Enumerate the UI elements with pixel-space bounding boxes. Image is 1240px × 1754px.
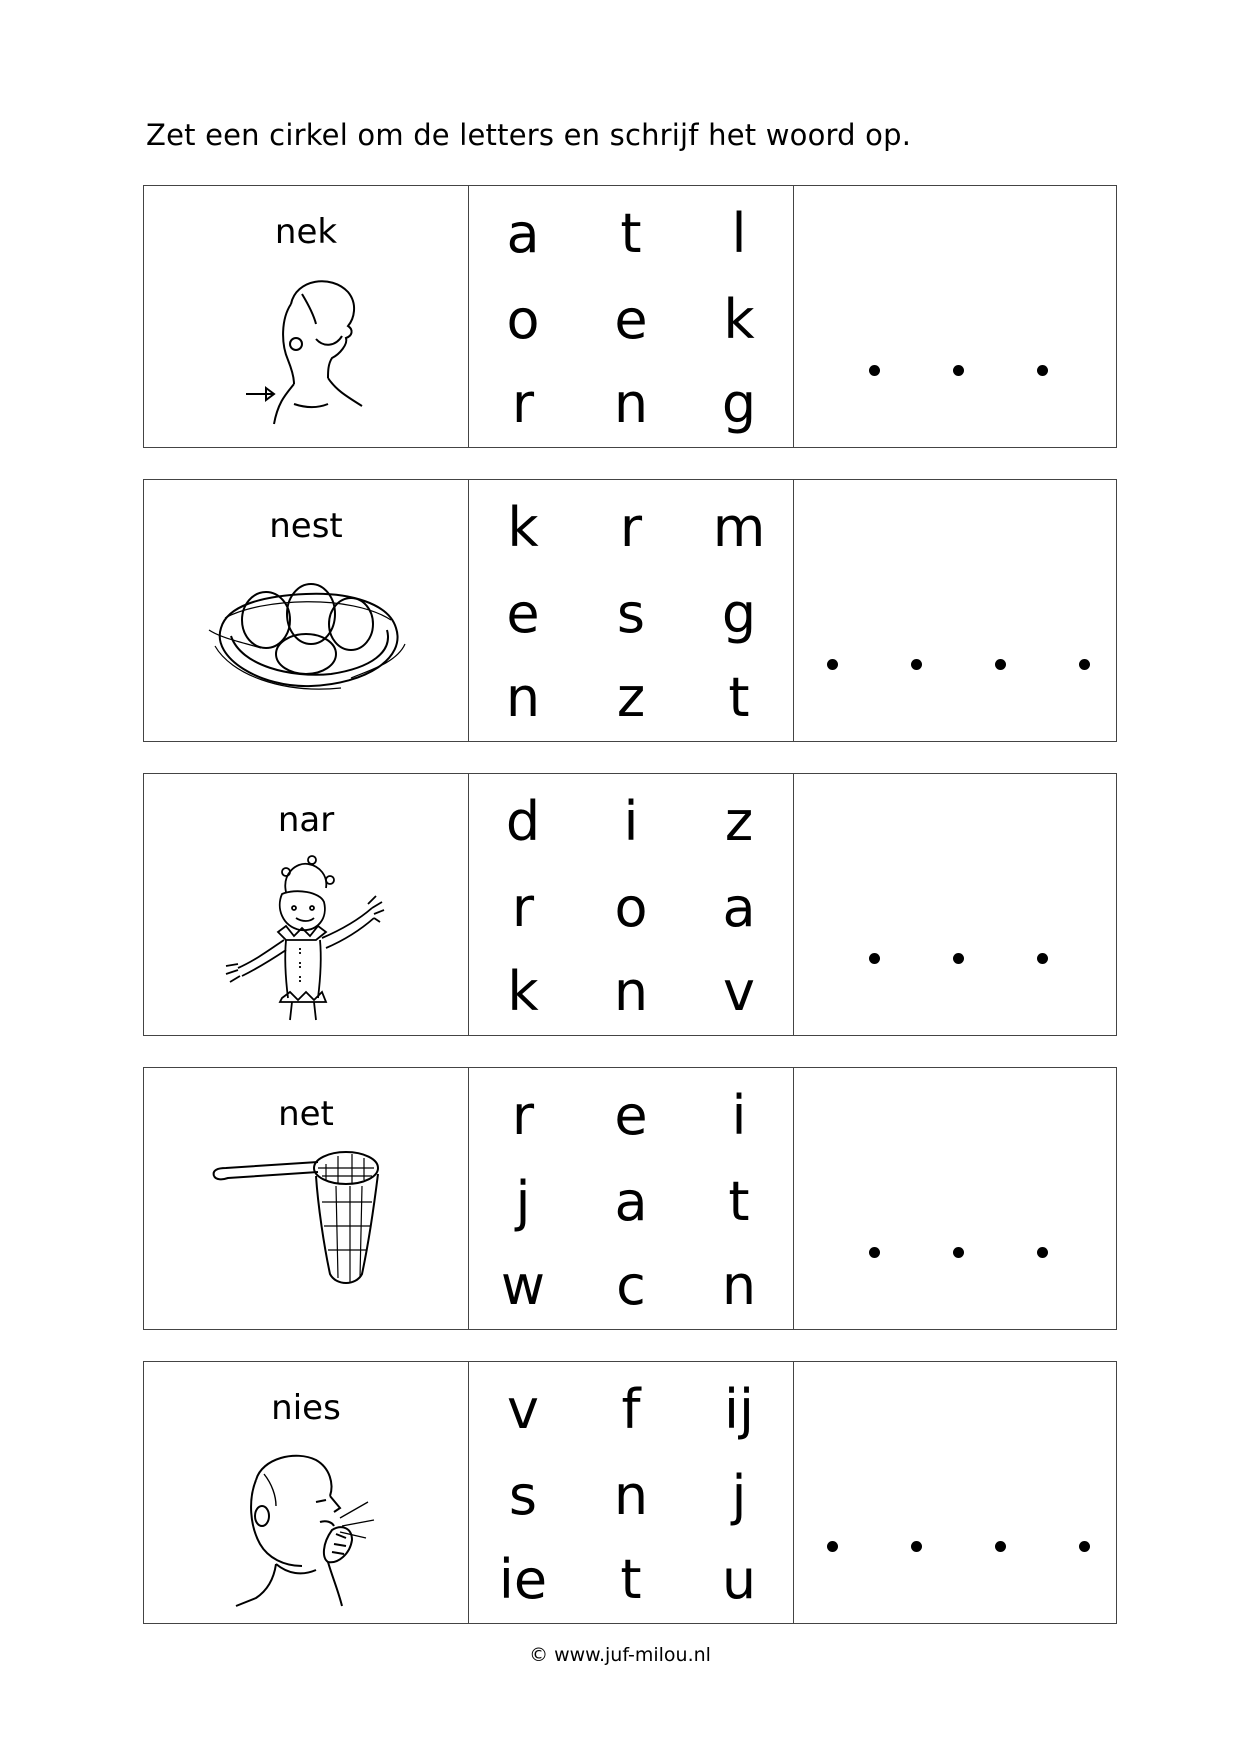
- letter[interactable]: r: [511, 372, 535, 435]
- letter[interactable]: u: [721, 1548, 757, 1611]
- answer-dot: [1079, 659, 1090, 670]
- picture-cell: [144, 480, 469, 741]
- answer-cell[interactable]: [794, 774, 1116, 1035]
- answer-dot: [869, 365, 880, 376]
- answer-dot: [1037, 953, 1048, 964]
- answer-dot: [995, 659, 1006, 670]
- letter[interactable]: f: [621, 1378, 641, 1441]
- jester-icon: [144, 852, 468, 1032]
- exercise-word: nar: [277, 800, 335, 840]
- exercise-row: [143, 1361, 1117, 1624]
- letter[interactable]: ij: [723, 1378, 754, 1441]
- copyright-footer: © www.juf-milou.nl: [529, 1644, 711, 1666]
- picture-cell: [144, 1068, 469, 1329]
- answer-dot: [953, 365, 964, 376]
- answer-dot: [827, 659, 838, 670]
- letter[interactable]: n: [613, 1464, 649, 1527]
- letter-grid: [469, 186, 793, 447]
- answer-dot: [1037, 1247, 1048, 1258]
- exercise-row: [143, 185, 1117, 448]
- letter[interactable]: r: [511, 1084, 535, 1147]
- letter[interactable]: k: [507, 960, 539, 1023]
- answer-dots: [794, 774, 1116, 1035]
- nest-icon: [144, 558, 468, 738]
- answer-dot: [1037, 365, 1048, 376]
- letter[interactable]: i: [623, 790, 639, 853]
- letter-grid: [469, 1362, 793, 1623]
- letter[interactable]: c: [616, 1254, 646, 1317]
- picture-cell: [144, 1362, 469, 1623]
- letter[interactable]: e: [506, 582, 540, 645]
- letter[interactable]: t: [620, 1548, 642, 1611]
- letter[interactable]: ie: [498, 1548, 548, 1611]
- letter[interactable]: v: [507, 1378, 539, 1441]
- letter[interactable]: g: [721, 582, 757, 645]
- sneeze-icon: [144, 1440, 468, 1620]
- letter[interactable]: a: [722, 876, 756, 939]
- letter[interactable]: z: [724, 790, 754, 853]
- answer-dot: [953, 953, 964, 964]
- letter[interactable]: n: [613, 372, 649, 435]
- letter-grid: [469, 480, 793, 741]
- exercise-word: nest: [269, 506, 343, 546]
- answer-dot: [1079, 1541, 1090, 1552]
- letter[interactable]: n: [505, 666, 541, 729]
- answer-cell[interactable]: [794, 1068, 1116, 1329]
- exercise-word: nek: [274, 212, 338, 252]
- exercise-row: [143, 773, 1117, 1036]
- letter[interactable]: v: [723, 960, 755, 1023]
- neck-icon: [144, 264, 468, 444]
- letter[interactable]: s: [616, 582, 646, 645]
- letter[interactable]: e: [614, 288, 648, 351]
- letter[interactable]: t: [620, 202, 642, 265]
- letter[interactable]: l: [731, 202, 747, 265]
- letter-grid: [469, 1068, 793, 1329]
- exercise-word: net: [278, 1094, 334, 1134]
- letter[interactable]: w: [500, 1254, 546, 1317]
- picture-cell: [144, 774, 469, 1035]
- letter[interactable]: k: [723, 288, 755, 351]
- letter[interactable]: e: [614, 1084, 648, 1147]
- letter-grid-cell: [469, 1362, 794, 1623]
- letter[interactable]: n: [721, 1254, 757, 1317]
- exercise-row: [143, 479, 1117, 742]
- letter[interactable]: s: [508, 1464, 538, 1527]
- exercise-row: [143, 1067, 1117, 1330]
- letter[interactable]: j: [515, 1170, 531, 1233]
- letter[interactable]: m: [712, 496, 766, 559]
- answer-cell[interactable]: [794, 480, 1116, 741]
- answer-dots: [794, 186, 1116, 447]
- letter-grid-cell: [469, 1068, 794, 1329]
- letter-grid: [469, 774, 793, 1035]
- letter-grid-cell: [469, 186, 794, 447]
- letter[interactable]: r: [511, 876, 535, 939]
- exercise-word: nies: [271, 1388, 341, 1428]
- instruction-text: Zet een cirkel om de letters en schrijf het woord op.: [146, 118, 912, 152]
- answer-cell[interactable]: [794, 186, 1116, 447]
- letter[interactable]: k: [507, 496, 539, 559]
- answer-dot: [911, 1541, 922, 1552]
- letter[interactable]: z: [616, 666, 646, 729]
- answer-dot: [995, 1541, 1006, 1552]
- letter[interactable]: i: [731, 1084, 747, 1147]
- answer-dots: [794, 1362, 1116, 1623]
- letter[interactable]: a: [506, 202, 540, 265]
- answer-dot: [953, 1247, 964, 1258]
- letter[interactable]: t: [728, 666, 750, 729]
- letter-grid-cell: [469, 774, 794, 1035]
- letter[interactable]: r: [619, 496, 643, 559]
- answer-dot: [869, 953, 880, 964]
- letter[interactable]: d: [505, 790, 541, 853]
- letter[interactable]: o: [614, 876, 648, 939]
- answer-dot: [827, 1541, 838, 1552]
- picture-cell: [144, 186, 469, 447]
- letter[interactable]: j: [731, 1464, 747, 1527]
- letter[interactable]: n: [613, 960, 649, 1023]
- butterfly-net-icon: [144, 1146, 468, 1326]
- letter[interactable]: a: [614, 1170, 648, 1233]
- answer-dot: [869, 1247, 880, 1258]
- answer-cell[interactable]: [794, 1362, 1116, 1623]
- letter[interactable]: t: [728, 1170, 750, 1233]
- letter[interactable]: g: [721, 372, 757, 435]
- answer-dot: [911, 659, 922, 670]
- answer-dots: [794, 480, 1116, 741]
- letter-grid-cell: [469, 480, 794, 741]
- letter[interactable]: o: [506, 288, 540, 351]
- answer-dots: [794, 1068, 1116, 1329]
